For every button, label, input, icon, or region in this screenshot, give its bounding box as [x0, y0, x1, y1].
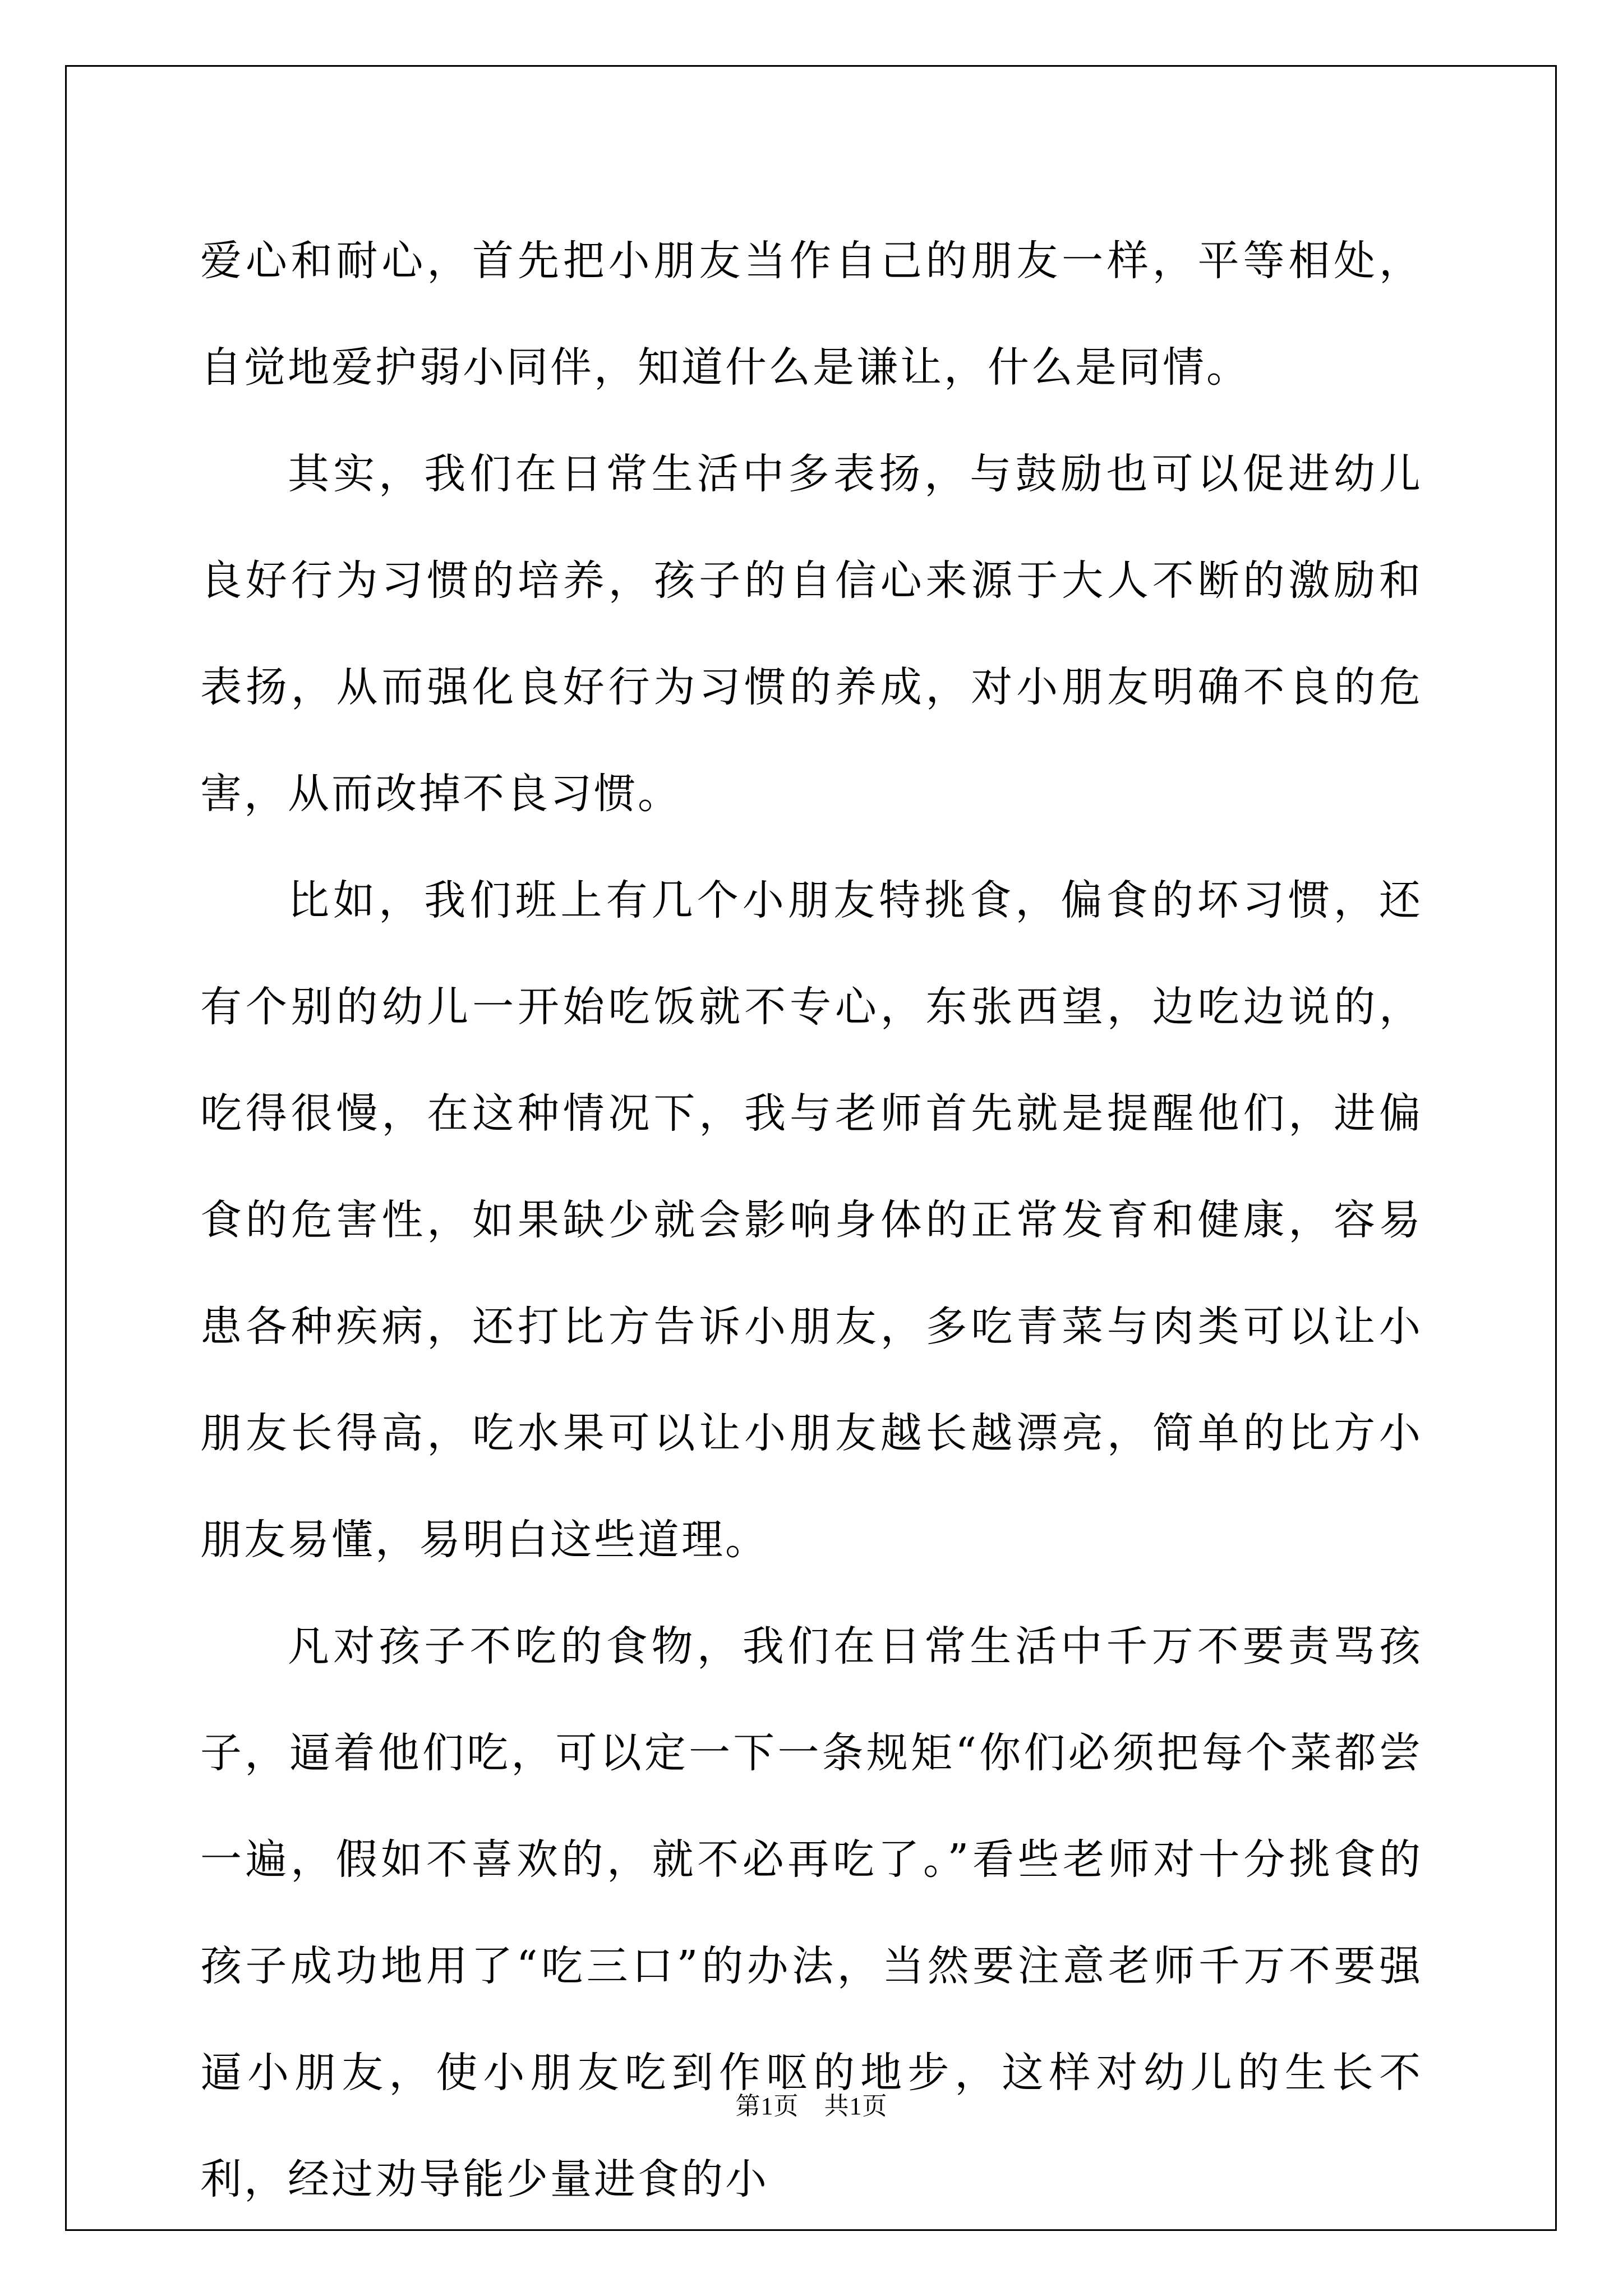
- paragraph-1: 爱心和耐心，首先把小朋友当作自己的朋友一样，平等相处，自觉地爱护弱小同伴，知道什么是谦让，什么是同情。: [200, 237, 1423, 392]
- paragraph-3: 比如，我们班上有几个小朋友特挑食，偏食的坏习惯，还有个别的幼儿一开始吃饭就不专心，东张西望，边吃边说的，吃得很慢，在这种情况下，我与老师首先就是提醒他们，进偏食的危害性，如果缺少就会影响身体的正常发育和健康，容易患各种疾病，还打比方告诉小朋友，多吃青菜与肉类可以让小朋友长得高，吃水果可以让小朋友越长越漂亮，简单的比方小朋友易懂，易明白这些道理。: [200, 876, 1423, 1564]
- paragraph-4: 凡对孩子不吃的食物，我们在日常生活中千万不要责骂孩子，逼着他们吃，可以定一下一条规矩“你们必须把每个菜都尝一遍，假如不喜欢的，就不必再吃了。”看些老师对十分挑食的孩子成功地用了“吃三口”的办法，当然要注意老师千万不要强逼小朋友，使小朋友吃到作呕的地步，这样对幼儿的生长不利，经过劝导能少量进食的小: [200, 1622, 1423, 2203]
- paragraph-2: 其实，我们在日常生活中多表扬，与鼓励也可以促进幼儿良好行为习惯的培养，孩子的自信心来源于大人不断的激励和表扬，从而强化良好行为习惯的养成，对小朋友明确不良的危害，从而改掉不良习惯。: [200, 450, 1423, 818]
- page-number: 第1页 共1页: [735, 2092, 888, 2120]
- document-body: [200, 208, 1423, 2233]
